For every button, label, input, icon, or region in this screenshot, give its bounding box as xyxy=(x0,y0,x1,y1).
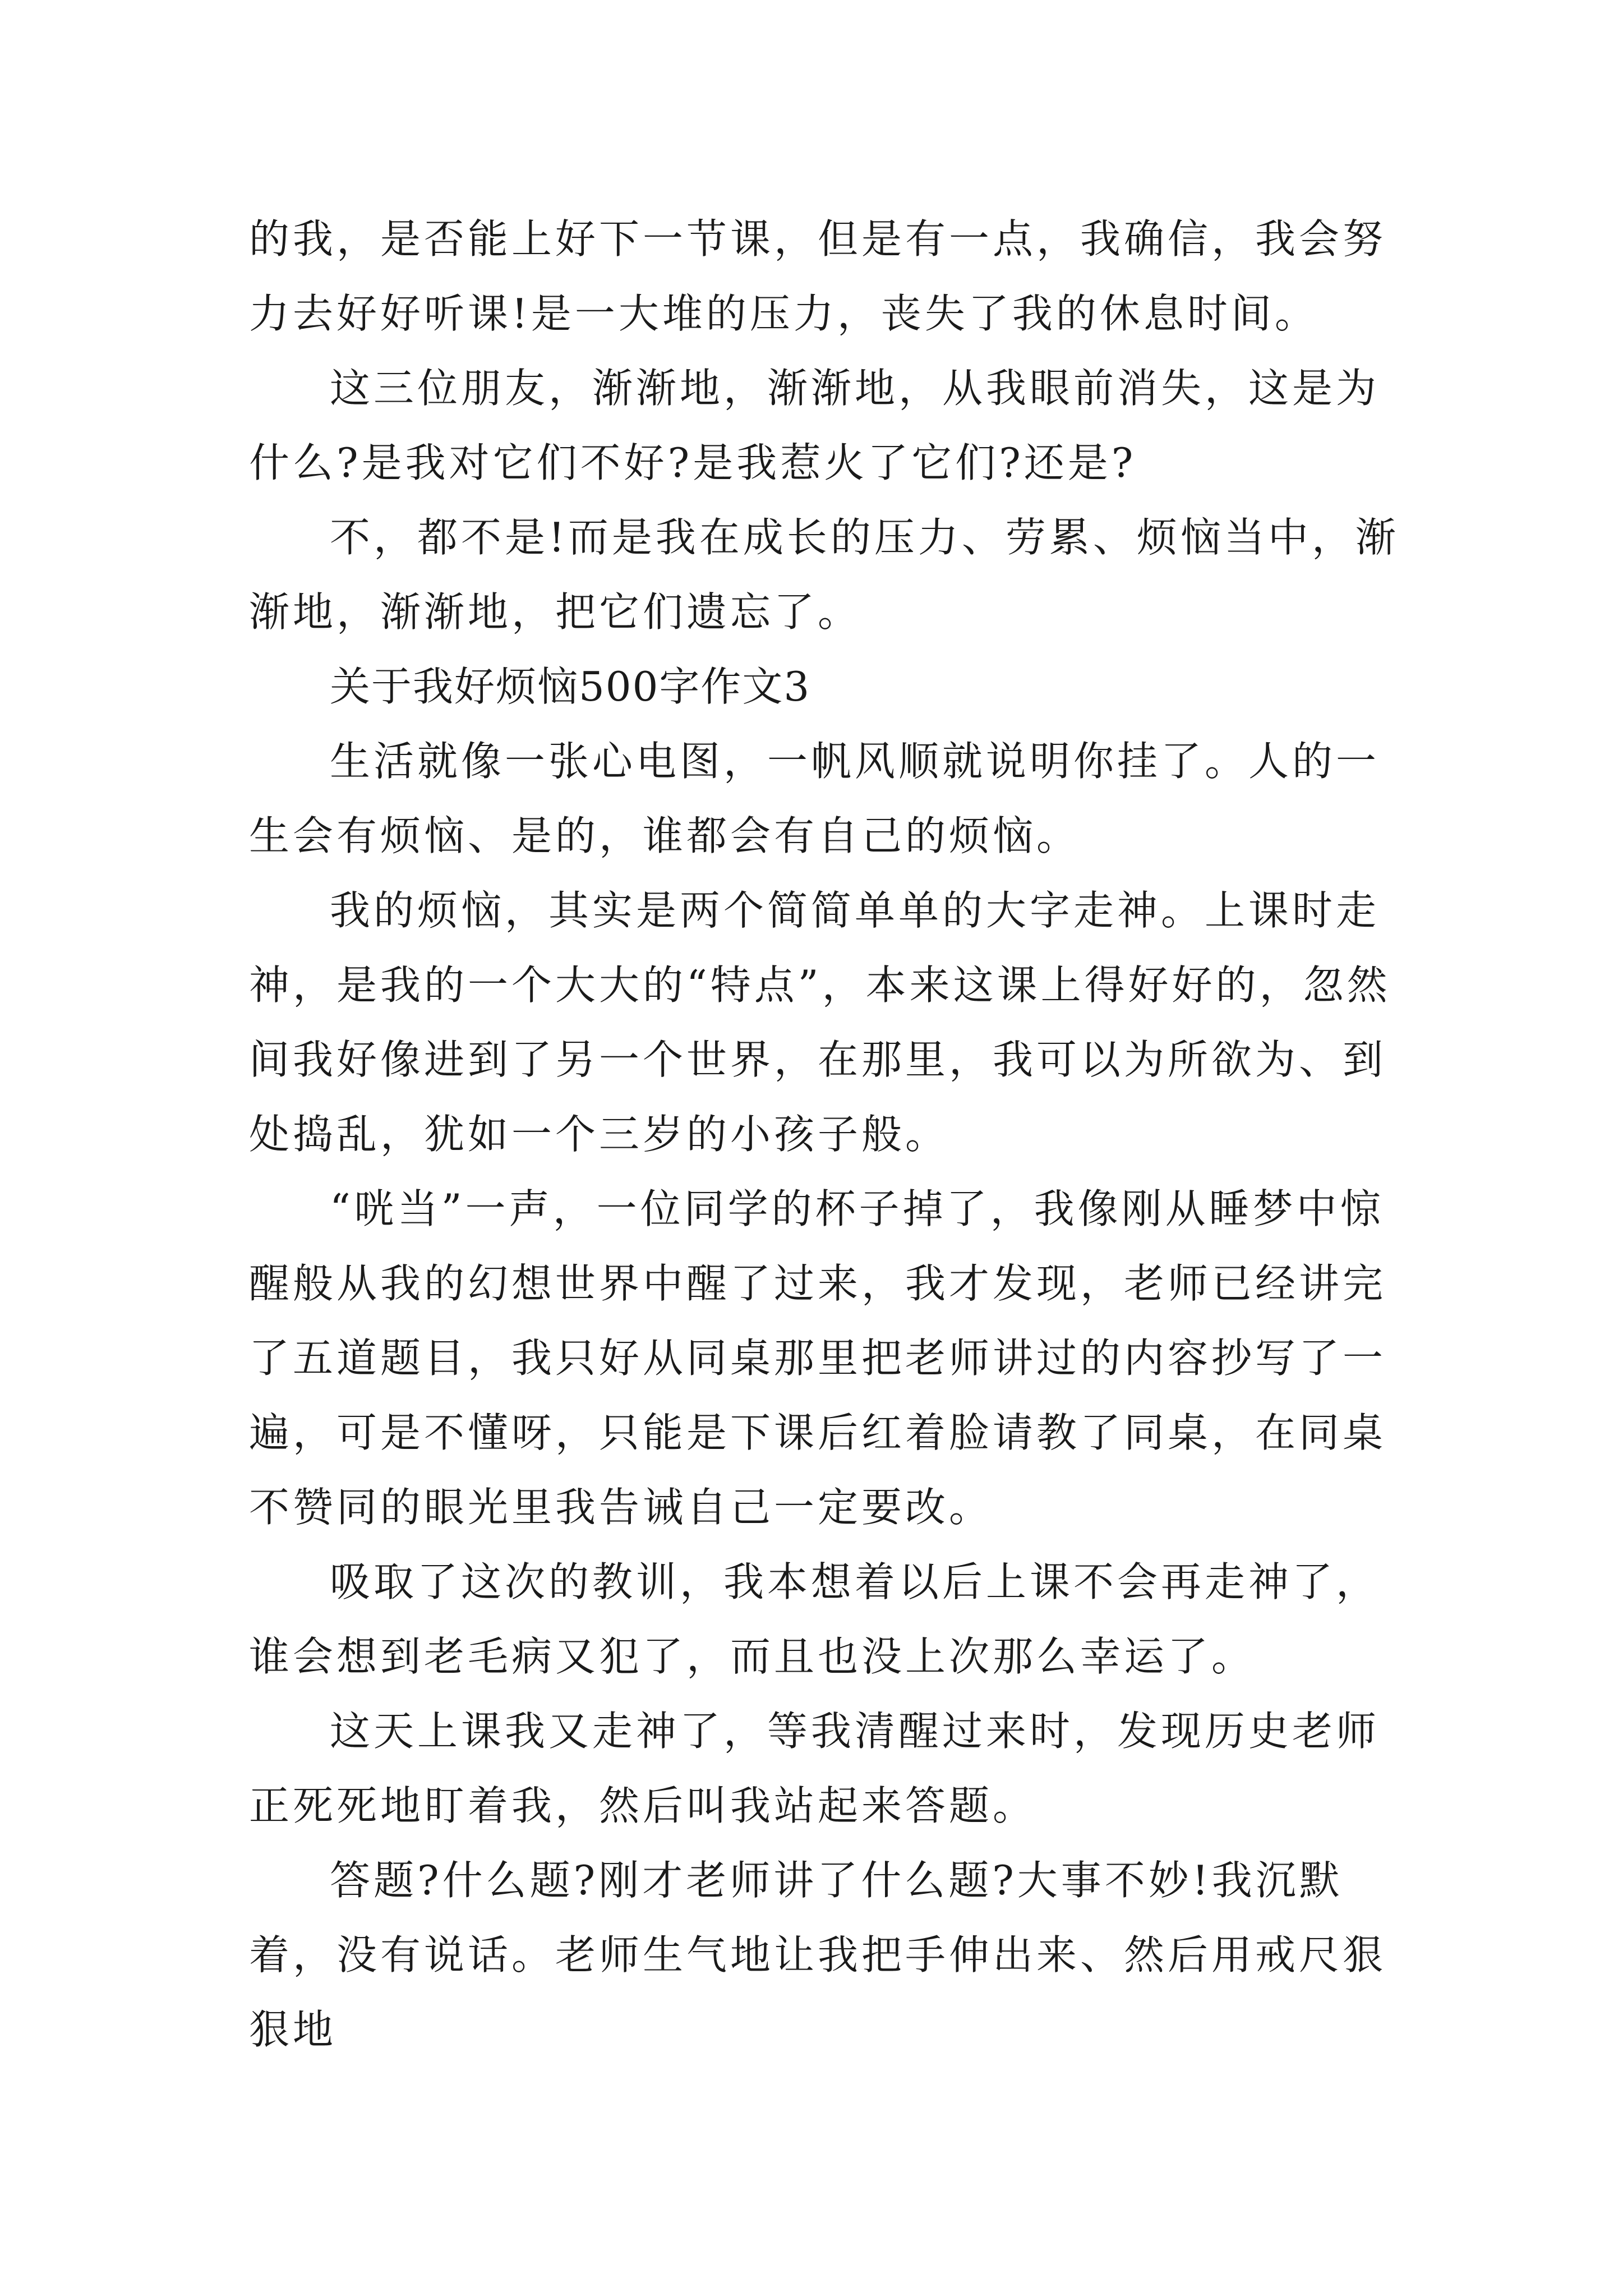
paragraph: 吸取了这次的教训，我本想着以后上课不会再走神了，谁会想到老毛病又犯了，而且也没上次那么幸运了。 xyxy=(249,1558,1380,1680)
essay-body xyxy=(249,202,1404,2067)
paragraph: 不，都不是!而是我在成长的压力、劳累、烦恼当中，渐渐地，渐渐地，把它们遗忘了。 xyxy=(249,514,1399,636)
paragraph: 这三位朋友，渐渐地，渐渐地，从我眼前消失，这是为什么?是我对它们不好?是我惹火了它们?还是? xyxy=(249,365,1380,486)
paragraph: 生活就像一张心电图，一帆风顺就说明你挂了。人的一生会有烦恼、是的，谁都会有自己的烦恼。 xyxy=(249,738,1380,859)
paragraph: 这天上课我又走神了，等我清醒过来时，发现历史老师正死死地盯着我，然后叫我站起来答题。 xyxy=(249,1708,1380,1829)
paragraph: 答题?什么题?刚才老师讲了什么题?大事不妙!我沉默着，没有说话。老师生气地让我把手伸出来、然后用戒尺狠狠地 xyxy=(249,1857,1387,2053)
paragraph: 我的烦恼，其实是两个简简单单的大字走神。上课时走神，是我的一个大大的“特点”，本来这课上得好好的，忽然间我好像进到了另一个世界，在那里，我可以为所欲为、到处捣乱，犹如一个三岁的小孩子般。 xyxy=(249,887,1391,1158)
paragraph-continuation: 的我，是否能上好下一节课，但是有一点，我确信，我会努力去好好听课!是一大堆的压力，丧失了我的休息时间。 xyxy=(249,215,1387,337)
paragraph: “咣当”一声，一位同学的杯子掉了，我像刚从睡梦中惊醒般从我的幻想世界中醒了过来，我才发现，老师已经讲完了五道题目，我只好从同桌那里把老师讲过的内容抄写了一遍，可是不懂呀，只能是下课后红着脸请教了同桌，在同桌不赞同的眼光里我告诫自己一定要改。 xyxy=(249,1185,1387,1531)
essay-title: 关于我好烦恼500字作文3 xyxy=(330,663,811,710)
